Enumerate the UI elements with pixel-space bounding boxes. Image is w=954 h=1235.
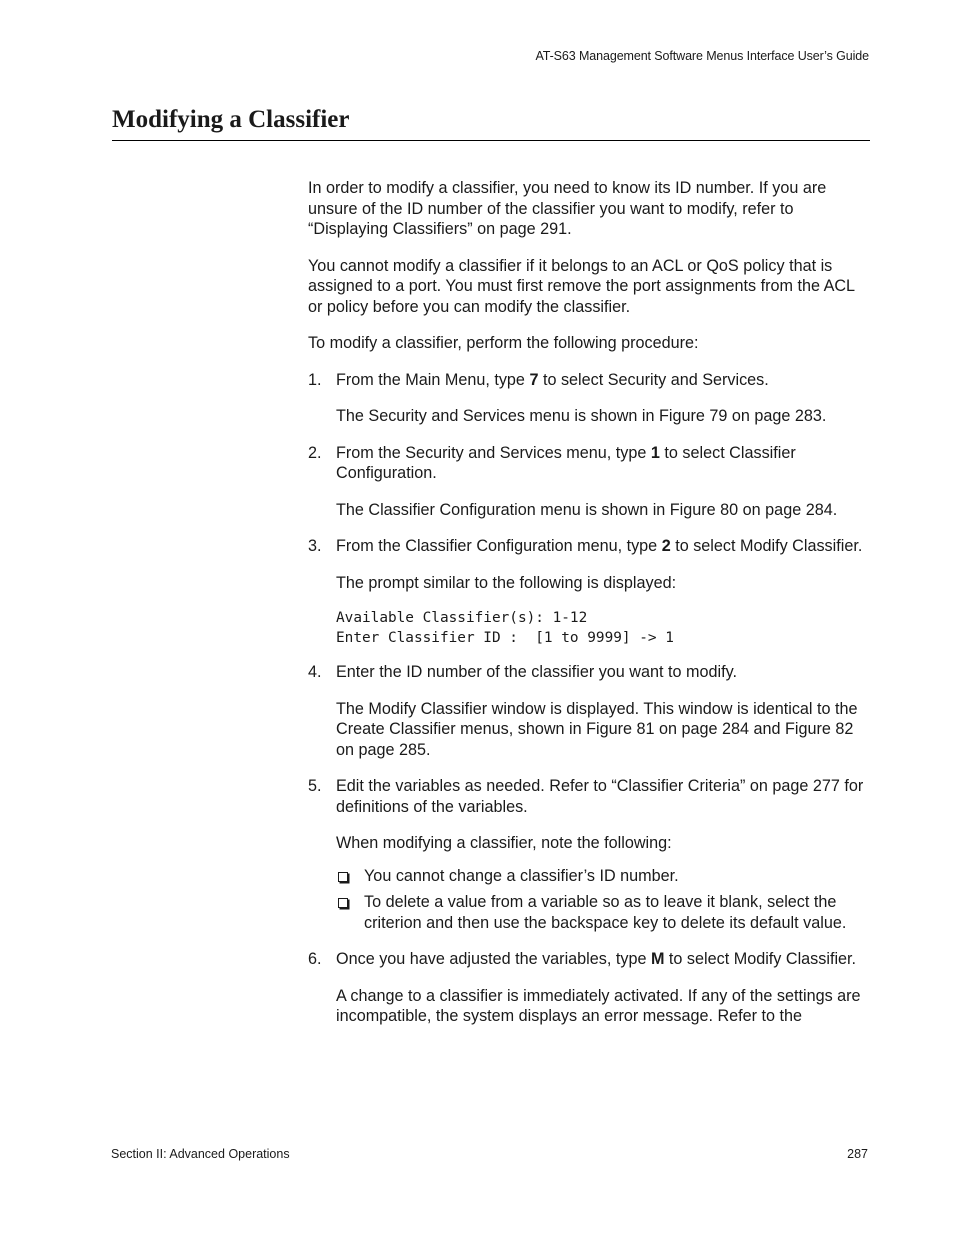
console-line: Enter Classifier ID : [1 to 9999] -> 1: [336, 629, 674, 646]
console-prompt: [336, 609, 873, 648]
step-instruction: From the Classifier Configuration menu, type 2 to select Modify Classifier.: [336, 537, 863, 555]
footer-section: Section II: Advanced Operations: [111, 1147, 290, 1161]
procedure-step: [308, 662, 873, 760]
step-note: The prompt similar to the following is displayed:: [336, 573, 677, 592]
step-number: 2.: [308, 443, 322, 462]
running-header: AT-S63 Management Software Menus Interface User’s Guide: [535, 49, 869, 63]
step-number: 1.: [308, 370, 322, 389]
bullet-item: You cannot change a classifier’s ID number.: [336, 866, 873, 887]
bullet-list: [336, 866, 873, 934]
step-instruction: From the Main Menu, type 7 to select Security and Services.: [336, 370, 769, 389]
checkbox-bullet-icon: [338, 898, 348, 908]
step-note: A change to a classifier is immediately activated. If any of the settings are incompatible, the system displays an error message. Refer to the: [336, 986, 861, 1025]
page-number: 287: [847, 1147, 868, 1161]
step-note: The Modify Classifier window is displayed. This window is identical to the Create Classifier menus, shown in Figure 81 on page 284 and Figure 82 on page 285.: [336, 699, 858, 759]
step-number: 6.: [308, 950, 322, 968]
procedure-step: [308, 443, 873, 521]
step-number: 3.: [308, 537, 322, 555]
step-number: 5.: [308, 777, 322, 795]
menu-key: 2: [661, 537, 671, 555]
step-instruction: Once you have adjusted the variables, type M to select Modify Classifier.: [336, 950, 857, 968]
procedure-step: [308, 949, 873, 1027]
procedure-step: [308, 776, 873, 933]
body-text: [308, 178, 873, 1043]
title-rule: [112, 140, 870, 141]
intro-paragraph: In order to modify a classifier, you need to know its ID number. If you are unsure of the ID number of the classifier you want to modify, refer to “Displaying Classifiers” on page 291.: [308, 179, 827, 238]
procedure-step: [308, 536, 873, 648]
step-instruction: Enter the ID number of the classifier you want to modify.: [336, 663, 737, 681]
step-instruction: From the Security and Services menu, type 1 to select Classifier Configuration.: [336, 443, 796, 482]
menu-key: M: [650, 950, 665, 968]
step-number: 4.: [308, 663, 322, 681]
step-note: The Classifier Configuration menu is shown in Figure 80 on page 284.: [336, 500, 838, 519]
console-line: Available Classifier(s): 1-12: [336, 610, 588, 626]
step-note: When modifying a classifier, note the following:: [336, 834, 672, 852]
menu-key: 7: [529, 370, 539, 389]
menu-key: 1: [650, 443, 660, 462]
procedure-step: [308, 370, 873, 427]
step-instruction: Edit the variables as needed. Refer to “Classifier Criteria” on page 277 for definitions of the variables.: [336, 777, 864, 816]
checkbox-bullet-icon: [338, 872, 348, 882]
intro-paragraph: You cannot modify a classifier if it belongs to an ACL or QoS policy that is assigned to a port. You must first remove the port assignments from the ACL or policy before you can modify the classifier.: [308, 256, 855, 316]
section-title: Modifying a Classifier: [112, 106, 350, 133]
step-note: The Security and Services menu is shown in Figure 79 on page 283.: [336, 407, 827, 425]
intro-paragraph: To modify a classifier, perform the following procedure:: [308, 334, 699, 352]
bullet-item: To delete a value from a variable so as to leave it blank, select the criterion and then use the backspace key to delete its default value.: [336, 892, 873, 933]
